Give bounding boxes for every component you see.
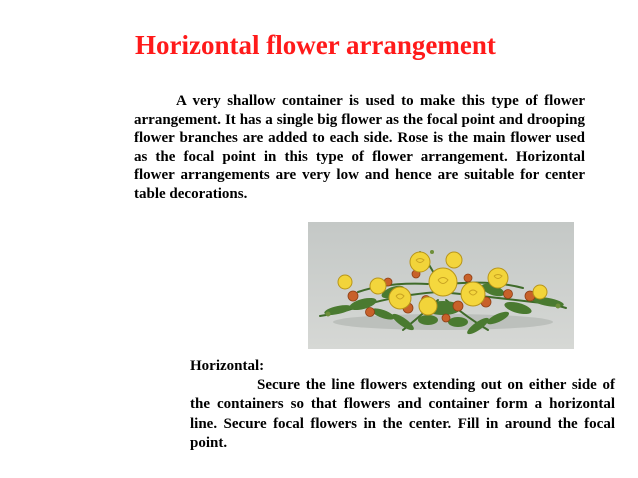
slide-title: Horizontal flower arrangement — [135, 30, 496, 60]
flower-arrangement-photo — [308, 222, 574, 349]
caption-text: Secure the line flowers extending out on either side of the containers so that flowers and container form a horizontal line. Secure focal flowers in the center. Fill in around the focal point. — [190, 377, 615, 451]
description-paragraph: A very shallow container is used to make this type of flower arrangement. It has a single big flower as the focal point and drooping flower branches are added to each side. Rose is the main flower used as the focal point in this type of flower arrangement. Horizontal flower arrangements are very low and hence are suitable for center table decorations. — [134, 93, 585, 202]
caption-heading: Horizontal: — [190, 358, 265, 374]
